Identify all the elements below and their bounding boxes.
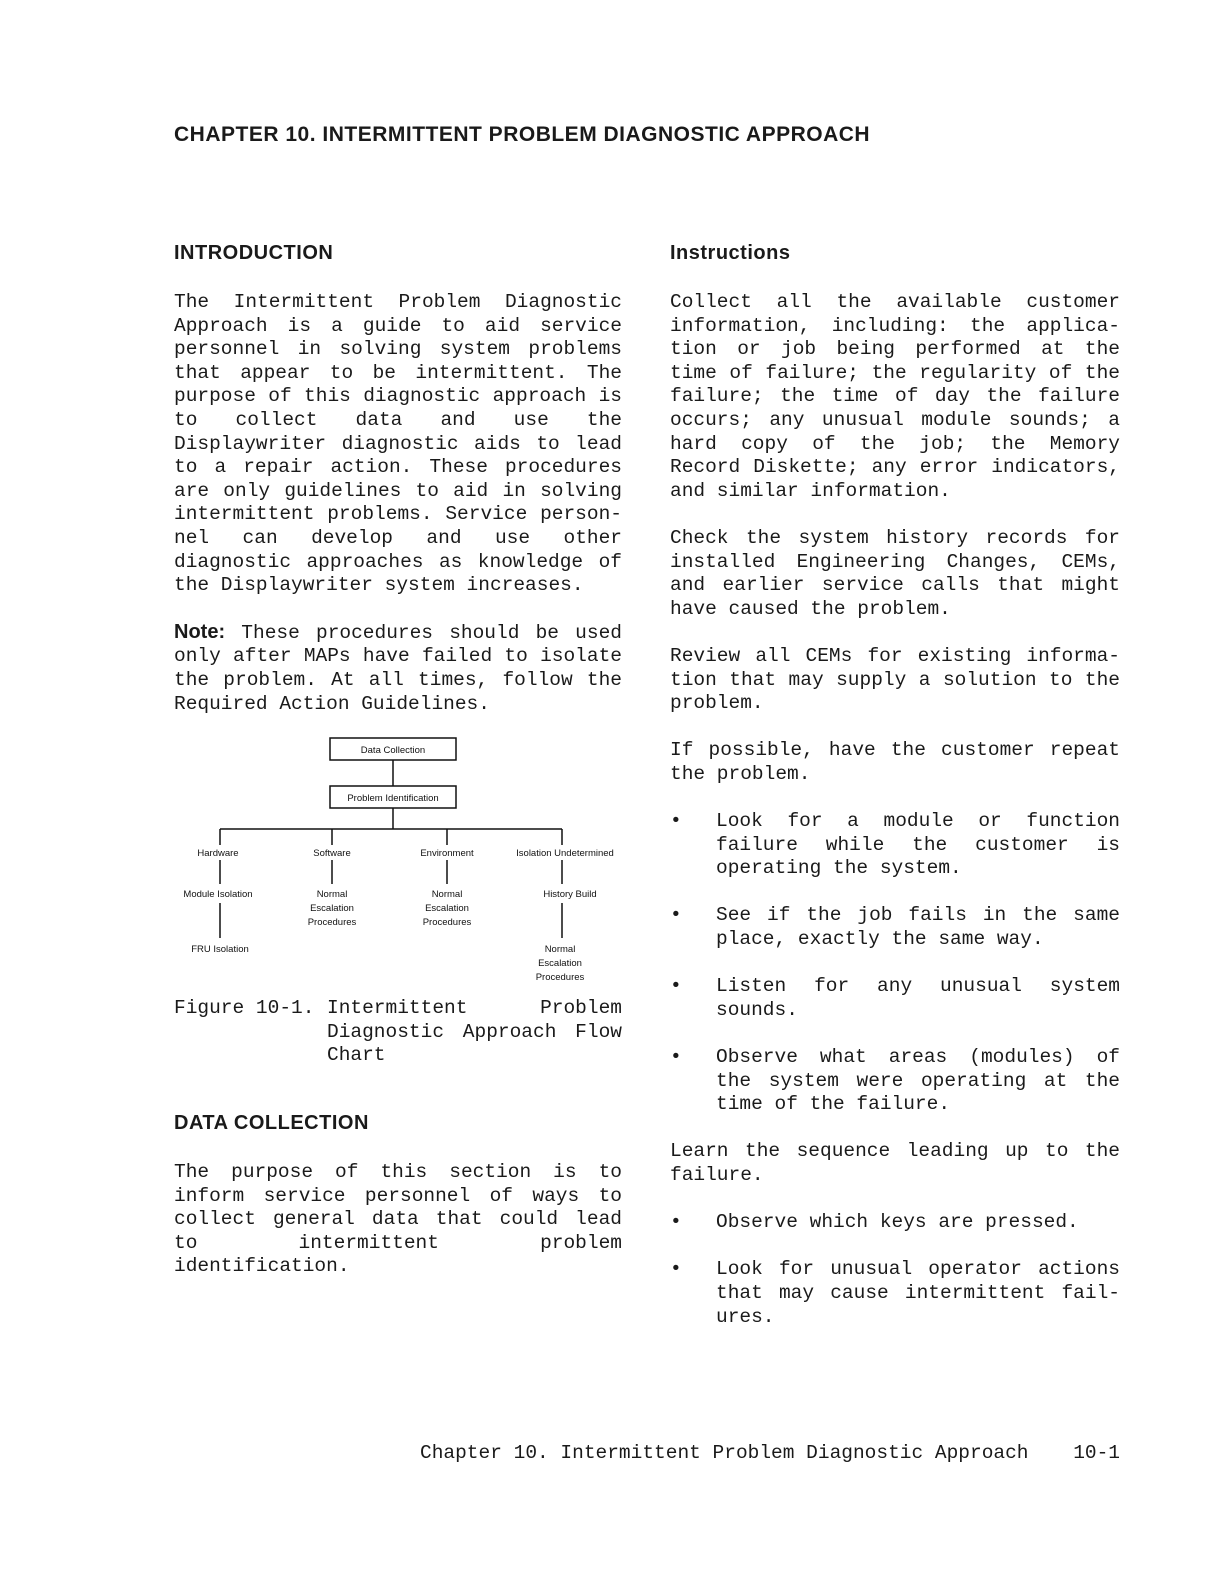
branch-hardware: Hardware — [197, 848, 239, 859]
introduction-section — [174, 291, 622, 716]
chapter-title: CHAPTER 10. INTERMITTENT PROBLEM DIAGNOSTIC APPROACH — [174, 123, 871, 146]
flowchart-second-label: Problem Identification — [347, 793, 439, 804]
environment-sub-2: Escalation — [425, 903, 469, 914]
environment-sub-1: Normal — [431, 889, 463, 900]
introduction-heading: INTRODUCTION — [174, 242, 334, 264]
list-item — [670, 1046, 1120, 1117]
bullet-text: Listen for any unusual system sounds. — [716, 975, 1120, 1021]
branch-environment: Environment — [420, 848, 474, 859]
bullet-glyph: • — [670, 1211, 682, 1234]
instructions-p2: Check the system history records for installed Engineering Changes, CEMs, and earlier service calls that might have caused the problem. — [670, 526, 1120, 620]
branch-software: Software — [313, 848, 351, 859]
bullet-glyph: • — [670, 1258, 682, 1281]
hardware-sub2: FRU Isolation — [191, 944, 249, 955]
bullet-text: Observe which keys are pressed. — [716, 1211, 1079, 1234]
instructions-p5: Learn the sequence leading up to the failure. — [670, 1140, 1120, 1186]
bullet-text: Look for unusual operator actions that may cause intermittent fail-ures. — [716, 1258, 1120, 1328]
bullet-glyph: • — [670, 904, 682, 927]
list-item — [670, 810, 1120, 881]
bullet-text: Look for a module or function failure while the customer is operating the system. — [716, 810, 1120, 880]
hardware-sub: Module Isolation — [183, 889, 253, 900]
instructions-heading: Instructions — [670, 242, 791, 264]
environment-sub-3: Procedures — [422, 917, 472, 928]
software-sub-1: Normal — [316, 889, 348, 900]
bullet-glyph: • — [670, 975, 682, 998]
introduction-body: The Intermittent Problem Diagnostic Approach is a guide to aid service personnel in solving system problems that appear to be intermittent. The purpose of this diagnostic approach is to collect data and use the Displaywriter diagnostic aids to lead to a repair action. These procedures are only guidelines to aid in solving intermittent problems. Service person-nel can develop and use other diagnostic approaches as knowledge of the Displaywriter system increases. — [174, 291, 622, 597]
software-sub-2: Escalation — [310, 903, 354, 914]
footer-chapter-title: Chapter 10. Intermittent Problem Diagnostic Approach — [420, 1442, 1029, 1464]
flowchart — [170, 735, 630, 985]
data-collection-body: The purpose of this section is to inform service personnel of ways to collect general data that could lead to intermittent problem identification. — [174, 1161, 622, 1278]
software-sub-3: Procedures — [307, 917, 357, 928]
figure-caption-label: Figure 10-1. — [174, 997, 315, 1019]
note-paragraph — [174, 621, 622, 716]
isolation-sub: History Build — [543, 889, 597, 900]
list-item — [670, 1211, 1120, 1235]
branch-isolation-undetermined: Isolation Undetermined — [516, 848, 614, 859]
instructions-p4: If possible, have the customer repeat the problem. — [670, 739, 1120, 785]
isolation-sub2-2: Escalation — [538, 958, 582, 969]
flowchart-top-label: Data Collection — [360, 745, 426, 756]
instructions-p1: Collect all the available customer information, including: the applica-tion or job being performed at the time of failure; the regularity of the failure; the time of day the failure occurs; any unusual module sounds; a hard copy of the job; the Memory Record Diskette; any error indicators, and similar information. — [670, 291, 1120, 502]
instructions-section — [670, 291, 1120, 1329]
note-label: Note: — [174, 620, 226, 643]
instructions-p3: Review all CEMs for existing informa-tion that may supply a solution to the problem. — [670, 644, 1120, 715]
list-item — [670, 975, 1120, 1022]
data-collection-heading: DATA COLLECTION — [174, 1112, 369, 1134]
page-number: 10-1 — [1073, 1442, 1120, 1464]
list-item — [670, 904, 1120, 951]
figure-caption-text: Intermittent Problem Diagnostic Approach Flow Chart — [327, 997, 622, 1067]
bullet-glyph: • — [670, 810, 682, 833]
note-body: These procedures should be used only after MAPs have failed to isolate the problem. At all times, follow the Required Action Guidelines. — [174, 621, 622, 715]
list-item — [670, 1258, 1120, 1329]
bullet-glyph: • — [670, 1046, 682, 1068]
page-footer — [420, 1442, 1120, 1464]
bullet-text: Observe what areas (modules) of the system were operating at the time of the failure. — [716, 1046, 1120, 1116]
isolation-sub2-1: Normal — [544, 944, 576, 955]
bullet-text: See if the job fails in the same place, exactly the same way. — [716, 904, 1120, 951]
isolation-sub2-3: Procedures — [535, 972, 585, 983]
data-collection-section — [174, 1161, 622, 1279]
